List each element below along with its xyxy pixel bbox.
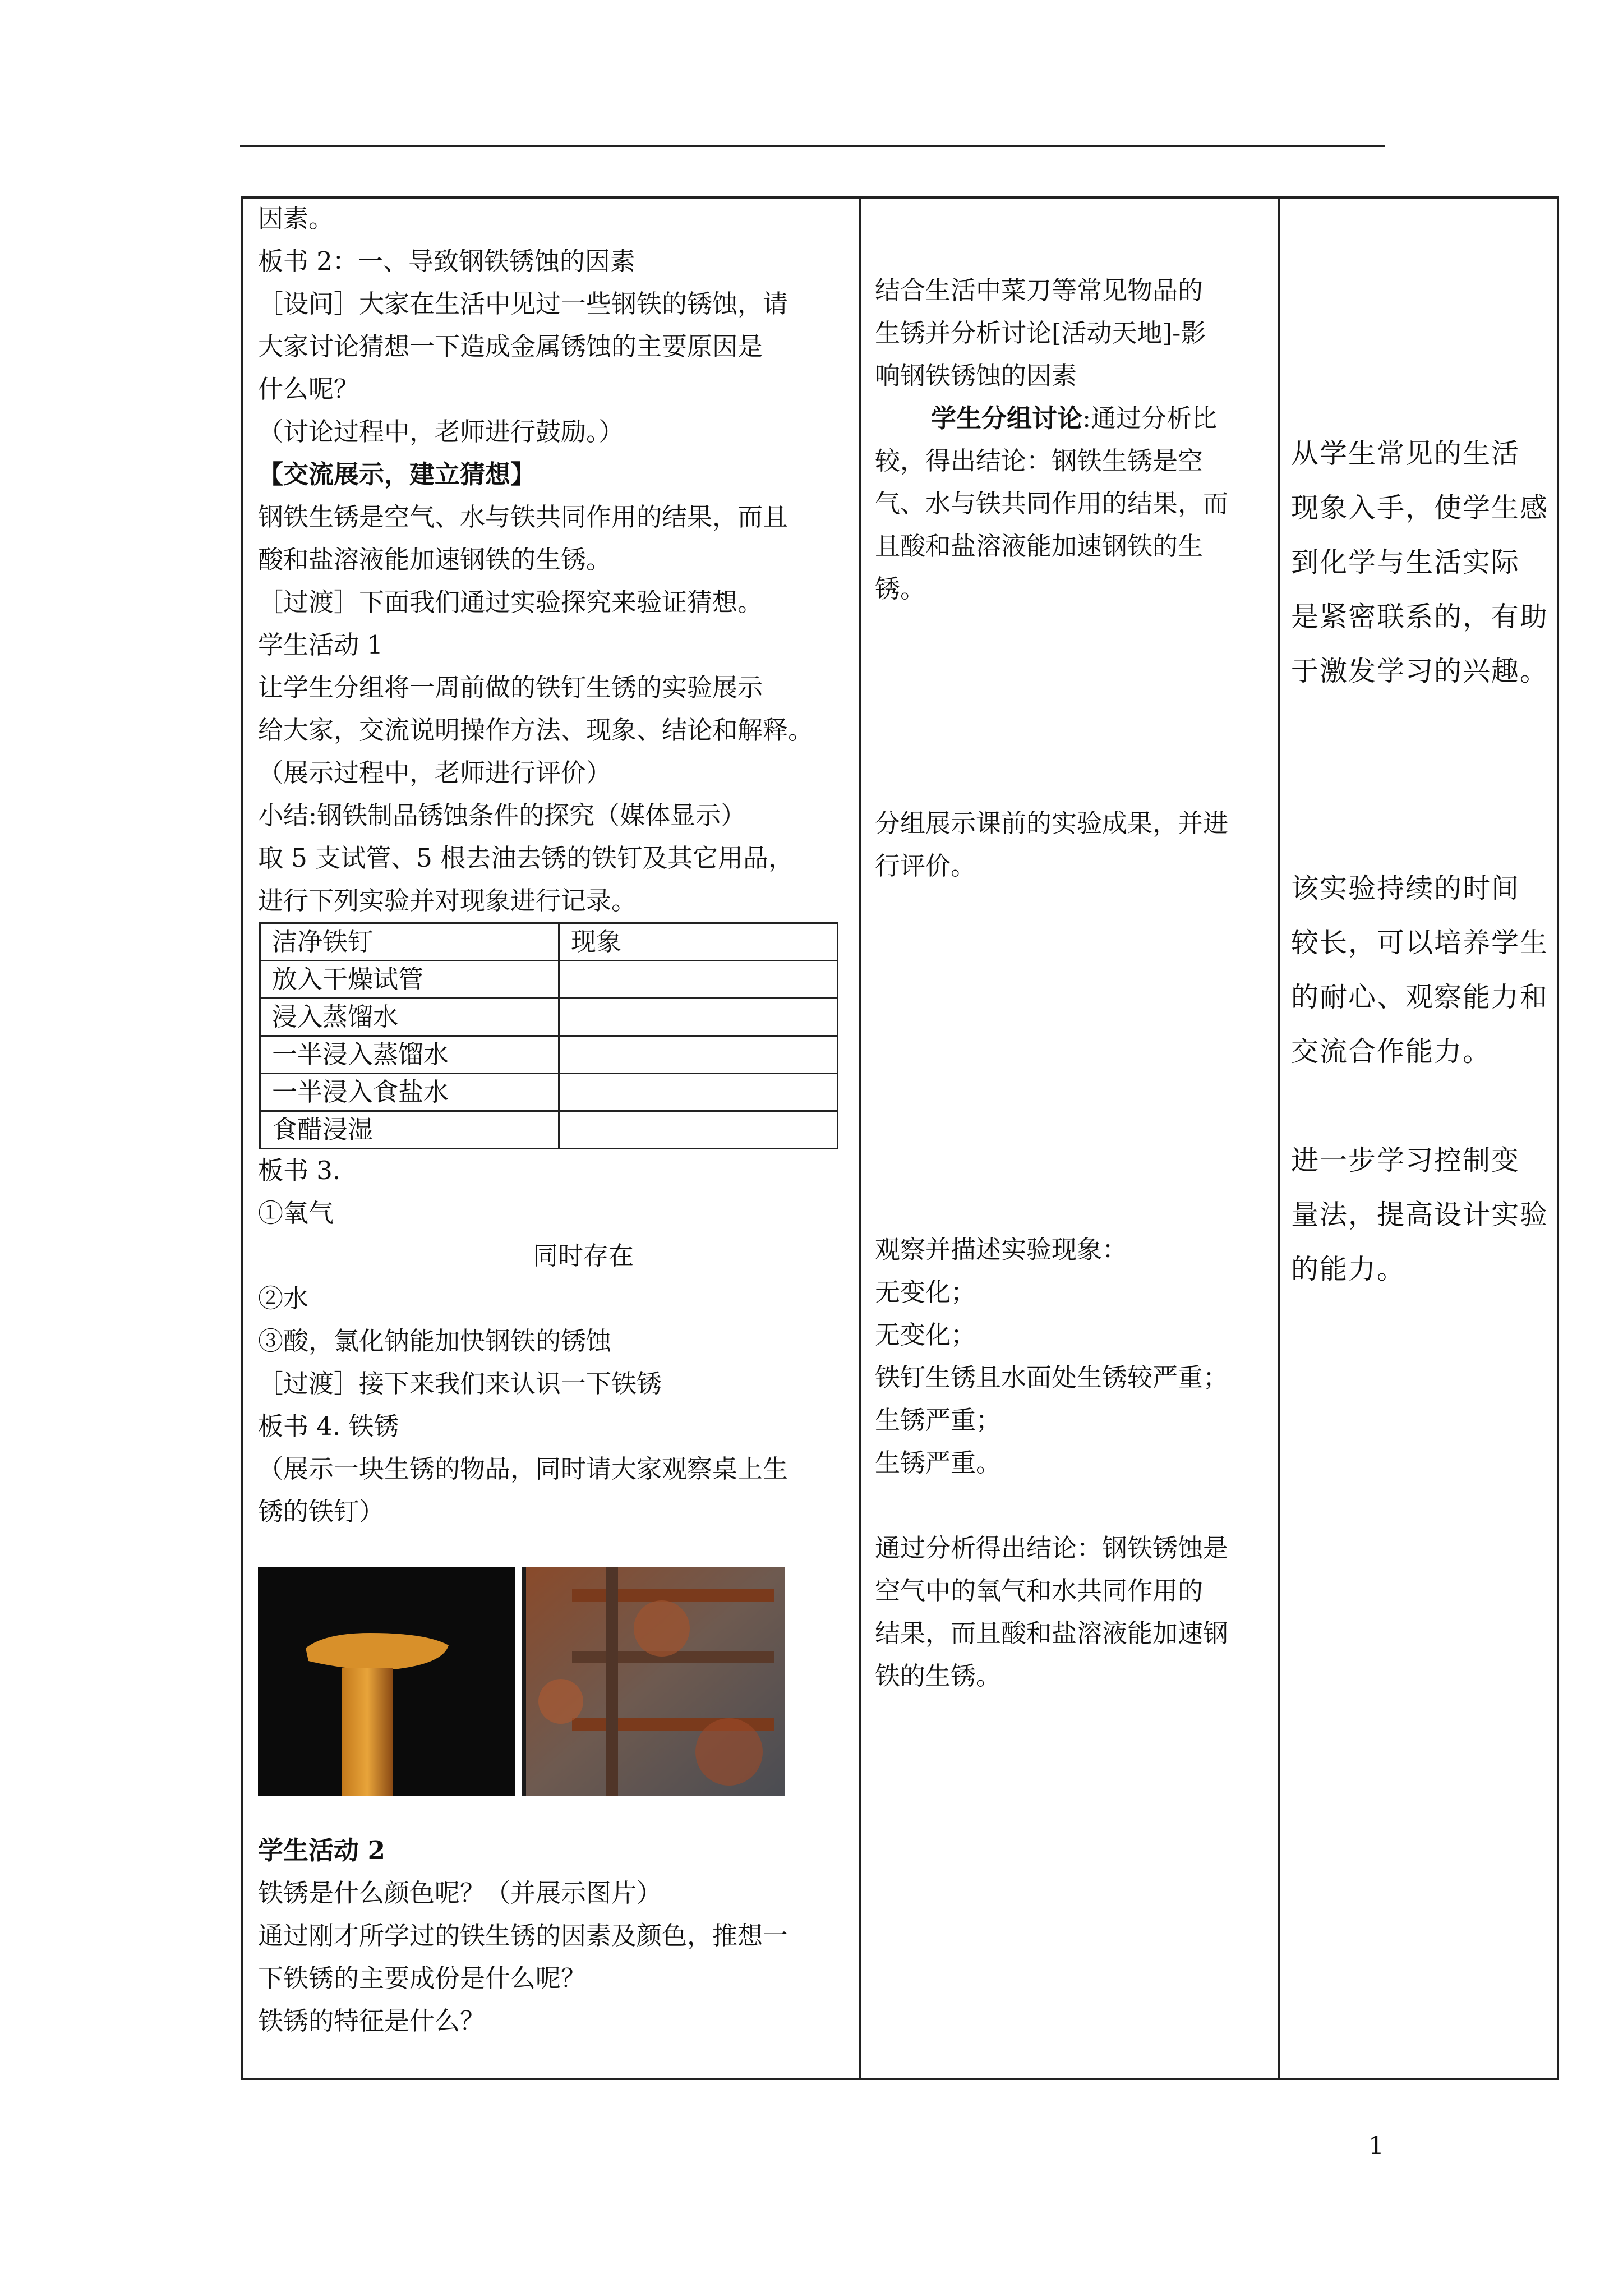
section-heading: 【交流展示，建立猜想】 — [258, 459, 536, 489]
text-line: 生锈严重； — [875, 1405, 1002, 1435]
text-line: 气、水与铁共同作用的结果，而 — [875, 489, 1229, 518]
text-line: ②水 — [258, 1283, 309, 1313]
table-row — [260, 923, 838, 961]
text-line: 较，得出结论：钢铁生锈是空 — [875, 446, 1204, 476]
table-cell: 放入干燥试管 — [260, 961, 559, 999]
table-cell-empty — [559, 961, 838, 999]
text-line: 进行下列实验并对现象进行记录。 — [258, 886, 637, 915]
text-line: 观察并描述实验现象： — [875, 1235, 1128, 1264]
text-fragment: :通过分析比 — [1082, 403, 1218, 433]
table-cell: 食醋浸湿 — [260, 1111, 559, 1149]
table-cell: 浸入蒸馏水 — [260, 999, 559, 1036]
text-line: 生锈严重。 — [875, 1448, 1002, 1478]
board-note-2: 板书 2：一、导致钢铁锈蚀的因素 — [258, 246, 635, 276]
text-line: 生锈并分析讨论[活动天地]-影 — [875, 318, 1206, 348]
text-line: 给大家，交流说明操作方法、现象、结论和解释。 — [258, 715, 814, 745]
design-intent-column — [1291, 426, 1549, 1296]
text-line: 通过分析得出结论：钢铁锈蚀是 — [875, 1533, 1229, 1563]
text-line: ［过渡］接下来我们来认识一下铁锈 — [258, 1369, 662, 1398]
text-line: 小结:钢铁制品锈蚀条件的探究（媒体显示） — [258, 800, 746, 830]
board-note-3: 板书 3. — [258, 1156, 341, 1185]
table-cell-empty — [559, 1111, 838, 1149]
text-line: 无变化； — [875, 1277, 976, 1307]
table-row — [260, 1036, 838, 1074]
text-line: ①氧气 — [258, 1198, 334, 1228]
text-line: 行评价。 — [875, 851, 976, 881]
student-activity-2-heading: 学生活动 2 — [258, 1835, 385, 1865]
text-line: 铁锈的特征是什么？ — [258, 2006, 486, 2036]
text-line: 结果，而且酸和盐溶液能加速钢 — [875, 1618, 1229, 1648]
table-row — [260, 961, 838, 999]
text-line: 因素。 — [258, 204, 334, 233]
text-line: 空气中的氧气和水共同作用的 — [875, 1576, 1204, 1605]
column-divider-1 — [859, 196, 861, 2080]
text-line: ③酸，氯化钠能加快钢铁的锈蚀 — [258, 1326, 612, 1356]
teacher-activity-column — [258, 197, 841, 2042]
text-line: 铁钉生锈且水面处生锈较严重； — [875, 1363, 1229, 1392]
rust-photo — [258, 1567, 785, 1796]
page-number: 1 — [1368, 2132, 1384, 2160]
text-line: 同时存在 — [533, 1241, 634, 1271]
table-header-cell: 洁净铁钉 — [260, 923, 559, 961]
text-line: 分组展示课前的实验成果，并进 — [875, 808, 1229, 838]
board-note-4: 板书 4. 铁锈 — [258, 1411, 399, 1441]
text-line: 且酸和盐溶液能加速钢铁的生 — [875, 531, 1204, 561]
text-line: 量法，提高设计实验 — [1291, 1199, 1549, 1231]
text-line — [875, 397, 1267, 440]
table-cell-empty — [559, 1036, 838, 1074]
text-line: ［过渡］下面我们通过实验探究来验证猜想。 — [258, 587, 763, 617]
text-line: 酸和盐溶液能加速钢铁的生锈。 — [258, 545, 612, 574]
text-line: （讨论过程中，老师进行鼓励。） — [258, 417, 624, 447]
text-line: 较长，可以培养学生 — [1291, 927, 1549, 959]
text-line: 交流合作能力。 — [1291, 1036, 1492, 1068]
student-activity-1-heading: 学生活动 1 — [258, 630, 383, 660]
table-row — [260, 999, 838, 1036]
text-line: （展示一块生锈的物品，同时请大家观察桌上生 — [258, 1454, 789, 1484]
text-line: ［设问］大家在生活中见过一些钢铁的锈蚀，请 — [258, 289, 789, 319]
text-line: 到化学与生活实际 — [1291, 546, 1520, 578]
text-line: 让学生分组将一周前做的铁钉生锈的实验展示 — [258, 673, 763, 702]
text-line: 通过刚才所学过的铁生锈的因素及颜色，推想一 — [258, 1921, 789, 1950]
text-line: 取 5 支试管、5 根去油去锈的铁钉及其它用品， — [258, 843, 794, 873]
experiment-table — [259, 922, 838, 1149]
text-line: 进一步学习控制变 — [1291, 1144, 1520, 1176]
text-line: 结合生活中菜刀等常见物品的 — [875, 275, 1204, 305]
table-cell: 一半浸入食盐水 — [260, 1074, 559, 1111]
text-line: 锈的铁钉） — [258, 1497, 385, 1526]
text-line: 钢铁生锈是空气、水与铁共同作用的结果，而且 — [258, 502, 789, 532]
text-line: 下铁锈的主要成份是什么呢？ — [258, 1963, 587, 1993]
text-line: 现象入手，使学生感 — [1291, 492, 1549, 524]
table-cell-empty — [559, 1074, 838, 1111]
text-line: 响钢铁锈蚀的因素 — [875, 361, 1077, 390]
header-rule — [240, 145, 1385, 147]
text-line: （展示过程中，老师进行评价） — [258, 758, 612, 788]
column-divider-2 — [1278, 196, 1280, 2080]
text-line: 锈。 — [875, 574, 926, 604]
group-discussion-label: 学生分组讨论 — [931, 403, 1083, 433]
text-line: 无变化； — [875, 1320, 976, 1350]
text-line: 的耐心、观察能力和 — [1291, 981, 1549, 1013]
table-row — [260, 1111, 838, 1149]
text-line: 铁的生锈。 — [875, 1661, 1002, 1691]
rusty-nail-and-plate-image — [258, 1567, 785, 1796]
table-cell-empty — [559, 999, 838, 1036]
text-line: 铁锈是什么颜色呢？（并展示图片） — [258, 1878, 662, 1908]
table-row — [260, 1074, 838, 1111]
student-activity-column — [875, 269, 1267, 1697]
table-cell: 一半浸入蒸馏水 — [260, 1036, 559, 1074]
text-line: 从学生常见的生活 — [1291, 438, 1520, 470]
text-line: 的能力。 — [1291, 1253, 1406, 1285]
text-line: 该实验持续的时间 — [1291, 872, 1520, 904]
text-line: 大家讨论猜想一下造成金属锈蚀的主要原因是 — [258, 332, 763, 361]
text-line: 于激发学习的兴趣。 — [1291, 655, 1549, 687]
table-header-cell: 现象 — [559, 923, 838, 961]
text-line: 什么呢？ — [258, 374, 359, 404]
text-line: 是紧密联系的，有助 — [1291, 601, 1549, 633]
